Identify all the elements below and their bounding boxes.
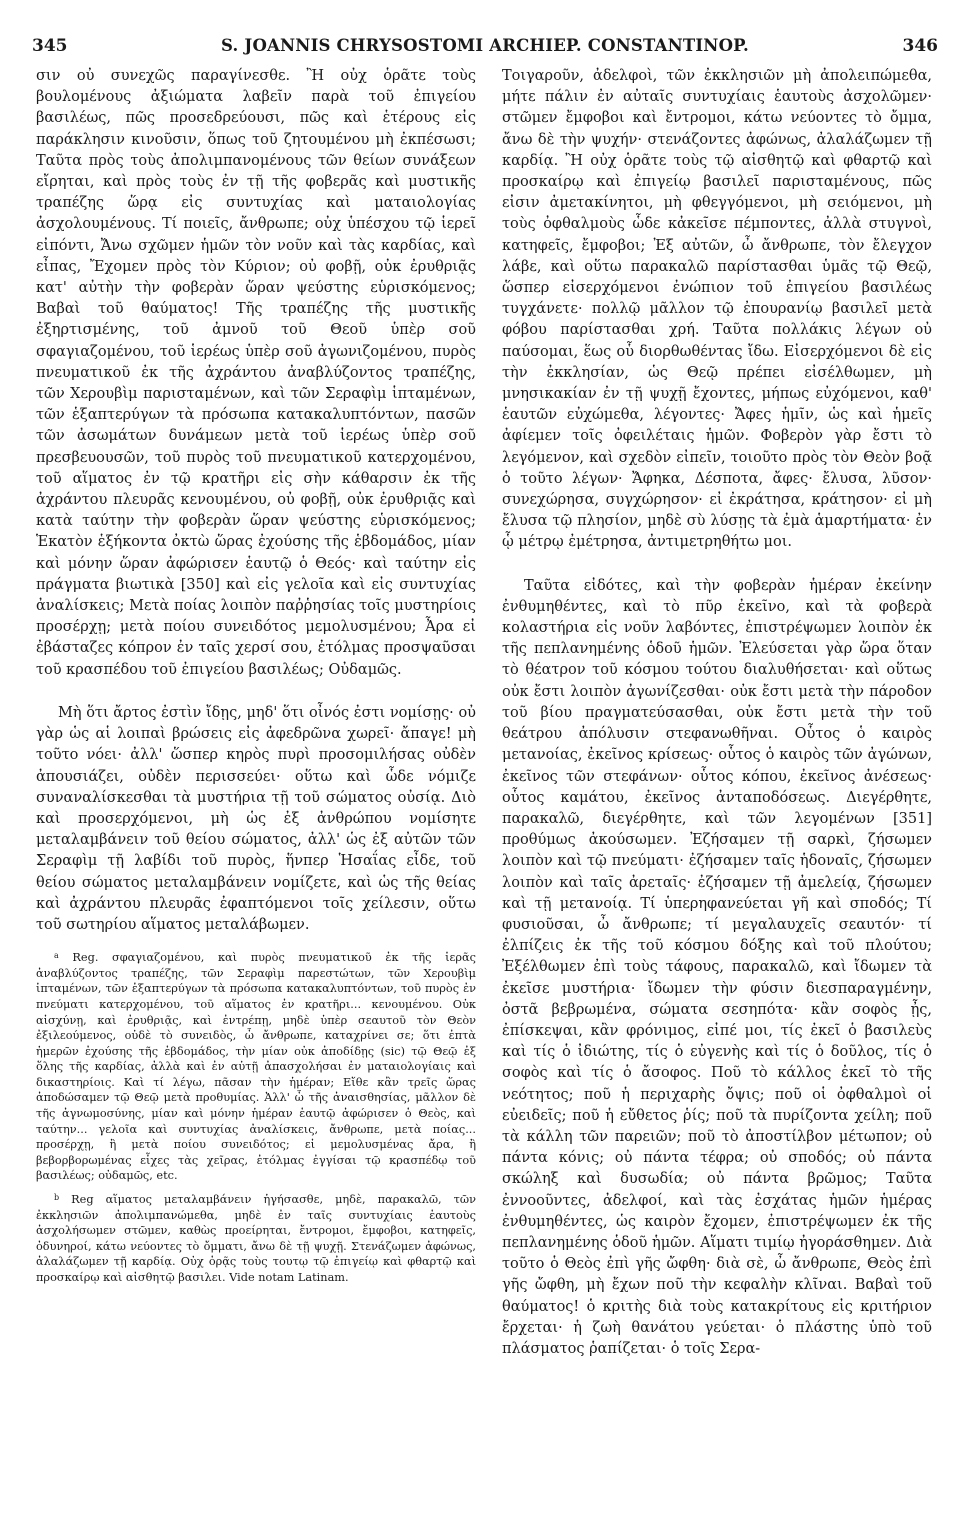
footnote-b-text: Reg αἵματος μεταλαμβάνειν ἡγήσασθε, μηδὲ, παρακαλῶ, τῶν ἐκκλησιῶν ἀπολιμπανώμεθα, μηδὲ ἐν ταῖς συντυχίαις ἑαυτοὺς ἀσχολήσωμεν στῶμεν, καθὼς προείρηται, ἔντρομοι, ἔμφοβοι, κατηφεῖς, ὀδυνηροί, κάτω νεύοντες τὸ ὄμματι, ἄνω δὲ τῇ ψυχῇ. Στενάζωμεν ἀφώνως, ἀλαλάζωμεν τῇ καρδίᾳ. Οὐχ ὁρᾷς τοὺς τουτῳ τῷ ἐπιγείῳ καὶ φθαρτῷ καὶ προσκαίρῳ καὶ αἰσθητῷ βασιλει. Vide notam Latinam.: [36, 1193, 476, 1284]
footnote-a: [36, 950, 476, 1184]
footnote-b-marker: b: [54, 1193, 60, 1203]
page-number-left: 345: [32, 36, 68, 56]
footnote-a-marker: a: [54, 951, 59, 961]
footnote-b: [36, 1192, 476, 1286]
page-number-right: 346: [902, 36, 938, 56]
right-paragraph-2: Ταῦτα εἰδότες, καὶ τὴν φοβερὰν ἡμέραν ἐκείνην ἐνθυμηθέντες, καὶ τὸ πῦρ ἐκεῖνο, καὶ τὰ φοβερὰ κολαστήρια εἰς νοῦν λαβόντες, ἐπιστρέψωμεν λοιπὸν ἐκ τῆς πεπλανημένης ὁδοῦ ἡμῶν. Ἐλεύσεται γὰρ ὥρα ὅταν τὸ θέατρον τοῦ κόσμου τούτου διαλυθήσεται· καὶ οὕτως οὐκ ἔστι λοιπὸν ἀγωνίζεσθαι· οὐκ ἔστι μετὰ τὴν πάροδον τοῦ βίου πραγματεύσασθαι, οὐκ ἔστι μετὰ τὴν τοῦ θεάτρου ἀπόλυσιν στεφανωθῆναι. Οὗτος ὁ καιρὸς μετανοίας, ἐκεῖνος κρίσεως· οὗτος ὁ καιρὸς τῶν ἀγώνων, ἐκεῖνος τῶν στεφάνων· οὗτος κόπου, ἐκεῖνος ἀνέσεως· οὗτος καμάτου, ἐκεῖνος ἀνταποδόσεως. Διεγέρθητε, παρακαλῶ, διεγέρθητε, καὶ τῶν λεγομένων [351] προθύμως ἀκούσωμεν. Ἐζήσαμεν τῇ σαρκὶ, ζήσωμεν λοιπὸν καὶ τῷ πνεύματι· ἐζήσαμεν ταῖς ἡδοναῖς, ζήσωμεν λοιπὸν καὶ ταῖς ἀρεταῖς· ἐζήσαμεν τῇ ἀμελείᾳ, ζήσωμεν καὶ τῇ μετανοίᾳ. Τί ὑπερηφανεύεται γῆ καὶ σποδός; Τί φυσιοῦσαι, ὦ ἄνθρωπε; τί μεγαλαυχεῖς σεαυτόν· τί ἐλπίζεις ἐκ τῆς τοῦ κόσμου δόξης καὶ τοῦ πλούτου; Ἐξέλθωμεν ἐπὶ τοὺς τάφους, παρακαλῶ, καὶ ἴδωμεν τὰ ἐκεῖσε μυστήρια· ἴδωμεν τὴν φύσιν διεσπαραγμένην, ὀστᾶ βεβρωμένα, σώματα σεσηπότα· κἂν σοφὸς ᾖς, ἐπίσκεψαι, κἂν φρόνιμος, εἰπέ μοι, τίς ἐκεῖ ὁ βασιλεὺς καὶ τίς ὁ ἰδιώτης, τίς ὁ εὐγενὴς καὶ τίς ὁ δοῦλος, τίς ὁ σοφὸς καὶ τίς ὁ ἄσοφος. Ποῦ τὸ κάλλος ἐκεῖ τὸ τῆς νεότητος; ποῦ ἡ περιχαρὴς ὄψις; ποῦ οἱ ὀφθαλμοὶ οἱ εὐειδεῖς; ποῦ ἡ εὔθετος ῥίς; ποῦ τὰ πυρίζοντα χείλη; ποῦ τὰ κάλλη τῶν παρειῶν; ποῦ τὸ ἀποστίλβον μέτωπον; οὐ πάντα κόνις; οὐ πάντα τέφρα; οὐ σποδός; οὐ πάντα σκώληξ καὶ δυσωδία; οὐ πάντα βρῶμος; Ταῦτα ἐννοοῦντες, ἀδελφοί, καὶ τὰς ἐσχάτας ἡμῶν ἡμέρας ἐνθυμηθέντες, ὡς καιρὸν ἔχομεν, ἐπιστρέψωμεν ἐκ τῆς πεπλανημένης ὁδοῦ ἡμῶν. Αἵματι τιμίῳ ἠγοράσθημεν. Διὰ τοῦτο ὁ Θεὸς ἐπὶ γῆς ὤφθη· διὰ σὲ, ὦ ἄνθρωπε, Θεὸς ἐπὶ γῆς ὤφθη, μὴ ἔχων ποῦ τὴν κεφαλὴν κλῖναι. Βαβαὶ τοῦ θαύματος! ὁ κριτὴς διὰ τοὺς κατακρίτους εἰς κριτήριον ἔρχεται· ἡ ζωὴ θανάτου γεύεται· ὁ πλάστης ὑπὸ τοῦ πλάσματος ῥαπίζεται· ὁ τοῖς Σερα-: [502, 577, 932, 1357]
right-column: [502, 66, 932, 1360]
left-paragraph-1: σιν οὐ συνεχῶς παραγίνεσθε. Ἢ οὐχ ὁρᾶτε τοὺς βουλομένους ἀξιώματα λαβεῖν παρὰ τοῦ ἐπιγείου βασιλέως, πῶς προσεδρεύουσι, πῶς καὶ ἑτέρους εἰς παράκλησιν κινοῦσιν, ὅπως τοῦ ζητουμένου μὴ ἐκπέσωσι; Ταῦτα πρὸς τοὺς ἀπολιμπανομένους τῶν θείων συνάξεων εἴρηται, καὶ πρὸς τοὺς ἐν τῇ τῆς φοβερᾶς καὶ μυστικῆς τραπέζης ὥρᾳ εἰς συντυχίας καὶ ματαιολογίας ἀσχολουμένους. Τί ποιεῖς, ἄνθρωπε; οὐχ ὑπέσχου τῷ ἱερεῖ εἰπόντι, Ἄνω σχῶμεν ἡμῶν τὸν νοῦν καὶ τὰς καρδίας, καὶ εἶπας, Ἔχομεν πρὸς τὸν Κύριον; οὐ φοβῇ, οὐκ ἐρυθριᾷς κατ' αὐτὴν τὴν φοβερὰν ὥραν ψεύστης εὑρισκόμενος; Βαβαὶ τοῦ θαύματος! Τῆς τραπέζης τῆς μυστικῆς ἐξηρτισμένης, τοῦ ἀμνοῦ τοῦ Θεοῦ ὑπὲρ σοῦ σφαγιαζομένου, τοῦ ἱερέως ὑπὲρ σοῦ ἀγωνιζομένου, πυρὸς πνευματικοῦ ἐκ τῆς ἀχράντου ἀναβλύζοντος τραπέζης, τῶν Χερουβὶμ παρισταμένων, καὶ τῶν Σεραφὶμ ἱπταμένων, τῶν ἑξαπτερύγων τὰ πρόσωπα κατακαλυπτόντων, πασῶν τῶν ἀσωμάτων δυνάμεων μετὰ τοῦ ἱερέως ὑπὲρ σοῦ πρεσβευουσῶν, τοῦ πυρὸς τοῦ πνευματικοῦ κατερχομένου, τοῦ αἵματος ἐν τῷ κρατῆρι εἰς σὴν κάθαρσιν ἐκ τῆς ἀχράντου πλευρᾶς κενουμένου, οὐ φοβῇ, οὐκ ἐρυθριᾷς καὶ κατὰ ταύτην τὴν φοβερὰν ὥραν ψεύστης εὑρισκόμενος; Ἑκατὸν ἑξήκοντα ὀκτὼ ὥρας ἐχούσης τῆς ἑβδομάδος, μίαν καὶ μόνην ὥραν ἀφώρισεν ἑαυτῷ ὁ Θεός· καὶ ταύτην εἰς πράγματα βιωτικὰ [350] καὶ εἰς γελοῖα καὶ εἰς συντυχίας ἀναλίσκεις; Μετὰ ποίας λοιπὸν παῤῥησίας τοῖς μυστηρίοις προσέρχῃ; μετὰ ποίου συνειδότος μεμολυσμένου; Ἆρα εἰ ἐβάσταζες κόπρον ἐν ταῖς χερσί σου, ἐτόλμας προσψαῦσαι τοῦ κρασπέδου τοῦ ἐπιγείου βασιλέως; Οὐδαμῶς.: [36, 68, 476, 678]
left-paragraph-2: Μὴ ὅτι ἄρτος ἐστὶν ἴδῃς, μηδ' ὅτι οἶνός ἐστι νομίσῃς· οὐ γὰρ ὡς αἱ λοιπαὶ βρώσεις εἰς ἀφεδρῶνα χωρεῖ· ἄπαγε! μὴ τοῦτο νόει· ἀλλ' ὥσπερ κηρὸς πυρὶ προσομιλήσας οὐδὲν ἀπουσιάζει, οὐδὲν περισσεύει· οὕτω καὶ ὧδε νόμιζε συναναλίσκεσθαι τὰ μυστήρια τῇ τοῦ σώματος οὐσίᾳ. Διὸ καὶ προσερχόμενοι, μὴ ὡς ἐξ ἀνθρώπου νομίσητε μεταλαμβάνειν τοῦ θείου σώματος, ἀλλ' ὡς ἐξ αὐτῶν τῶν Σεραφὶμ τῇ λαβίδι τοῦ πυρὸς, ἥνπερ Ἡσαΐας εἶδε, τοῦ θείου σώματος μεταλαμβάνειν νομίζετε, καὶ ὡς τῆς θείας καὶ ἀχράντου πλευρᾶς ἐφαπτόμενοι τοῖς χείλεσιν, οὕτω τοῦ σωτηρίου αἵματος μεταλάβωμεν.: [36, 704, 476, 933]
left-column: [36, 66, 476, 1294]
running-title: S. JOANNIS CHRYSOSTOMI ARCHIEP. CONSTANTINOP.: [221, 36, 749, 55]
footnotes: [36, 950, 476, 1285]
footnote-a-text: Reg. σφαγιαζομένου, καὶ πυρὸς πνευματικοῦ ἐκ τῆς ἱερᾶς ἀναβλύζοντος τραπέζης, τῶν Σεραφὶμ παρεστώτων, τῶν Χερουβὶμ ἱπταμένων, τῶν ἑξαπτερύγων τὰ πρόσωπα κατακαλυπτόντων, τοῦ πυρὸς ἐν πνεύματι κατερχομένου, τοῦ αἵματος ἐν κρατῆρι... κενουμένου. Οὐκ αἰσχύνῃ, καὶ ἐρυθριᾷς, καὶ ἐντρέπῃ, μηδὲ ὑπὲρ σεαυτοῦ τὸν Θεὸν ἐξιλεούμενος, οὐδὲ τὸ συνειδὸς, ὦ ἄνθρωπε, καταχρίνει σε; ὅτι ἐπτὰ ἡμερῶν ἐχούσης τῆς ἑβδομάδος, τὴν μίαν οὐκ ἀποδίδῃς (sic) τῷ Θεῷ ἐξ ὅλης τῆς καρδίας, ἀλλὰ καὶ ἐν αὐτῇ ἀπασχολήσαι ἐν ματαιολογίαις καὶ δικαστηρίοις. Καὶ τί λέγω, πᾶσαν τὴν ἡμέραν; Εἴθε κἂν τρεῖς ὥρας ἀποδώσαμεν τῷ Θεῷ μετὰ προθυμίας. Ἀλλ' ὦ τῆς ἀναισθησίας, μᾶλλον δὲ τῆς ἀγνωμοσύνης, μίαν καὶ μόνην ἡμέραν ἑαυτῷ ἀφώρισεν ὁ Θεὸς, καὶ ταύτην... γελοῖα καὶ συντυχίας ἀναλίσκεις, ἄνθρωπε, μετὰ ποίας... προσέρχῃ, ἢ μετὰ ποίου συνειδότος; εἰ μεμολυσμένας ἄρα, ἢ βεβορβορωμένας εἶχες τὰς χεῖρας, ἐτόλμας ἐγγίσαι τῷ κρασπέδῳ τοῦ βασιλέως; οὐδαμῶς, etc.: [36, 951, 476, 1183]
right-paragraph-1: Τοιγαροῦν, ἀδελφοὶ, τῶν ἐκκλησιῶν μὴ ἀπολειπώμεθα, μήτε πάλιν ἐν αὐταῖς συντυχίαις ἑαυτοὺς ἀσχολῶμεν· στῶμεν ἔμφοβοι καὶ ἔντρομοι, κάτω νεύοντες τὸ ὄμμα, ἄνω δὲ τὴν ψυχήν· στενάζοντες ἀφώνως, ἀλαλάζωμεν τῇ καρδίᾳ. Ἢ οὐχ ὁρᾶτε τοὺς τῷ αἰσθητῷ καὶ φθαρτῷ καὶ προσκαίρῳ καὶ ἐπιγείῳ βασιλεῖ παρισταμένους, πῶς εἰσιν ἀμετακίνητοι, μὴ φθεγγόμενοι, μὴ σειόμενοι, μὴ τοὺς ὀφθαλμοὺς ὧδε κἀκεῖσε πέμποντες, ἀλλὰ στυγνοὶ, κατηφεῖς, ἔμφοβοι; Ἐξ αὐτῶν, ὦ ἄνθρωπε, τὸν ἔλεγχον λάβε, καὶ οὕτω παρακαλῶ παρίστασθαι ὑμᾶς τῷ Θεῷ, ὥσπερ εἰσερχόμενοι ἐνώπιον τοῦ ἐπιγείου βασιλέως τυγχάνετε· πολλῷ μᾶλλον τῷ ἐπουρανίῳ βασιλεῖ μετὰ φόβου παρίστασθαι χρή. Ταῦτα πολλάκις λέγων οὐ παύσομαι, ἕως οὗ διορθωθέντας ἴδω. Εἰσερχόμενοι δὲ εἰς τὴν ἐκκλησίαν, ὡς Θεῷ πρέπει εἰσέλθωμεν, μὴ μνησικακίαν ἐν τῇ ψυχῇ ἔχοντες, μήπως εὐχόμενοι, καθ' ἑαυτῶν εὐχώμεθα, λέγοντες· Ἄφες ἡμῖν, ὡς καὶ ἡμεῖς ἀφίεμεν τοῖς ὀφειλέταις ἡμῶν. Φοβερὸν γὰρ ἔστι τὸ λεγόμενον, καὶ σχεδὸν εἰπεῖν, τοιοῦτο πρὸς τὸν Θεὸν βοᾷ ὁ τοῦτο λέγων· Ἄφηκα, Δέσποτα, ἄφες· ἔλυσα, λῦσον· συνεχώρησα, συγχώρησον· εἰ ἐκράτησα, κράτησον· εἰ μὴ ἔλυσα τῷ πλησίον, μηδὲ σὺ λύσῃς τὰ ἐμὰ ἁμαρτήματα· ἐν ᾧ μέτρῳ ἐμέτρησα, ἀντιμετρηθήτω μοι.: [502, 68, 932, 551]
running-header: [28, 36, 942, 60]
